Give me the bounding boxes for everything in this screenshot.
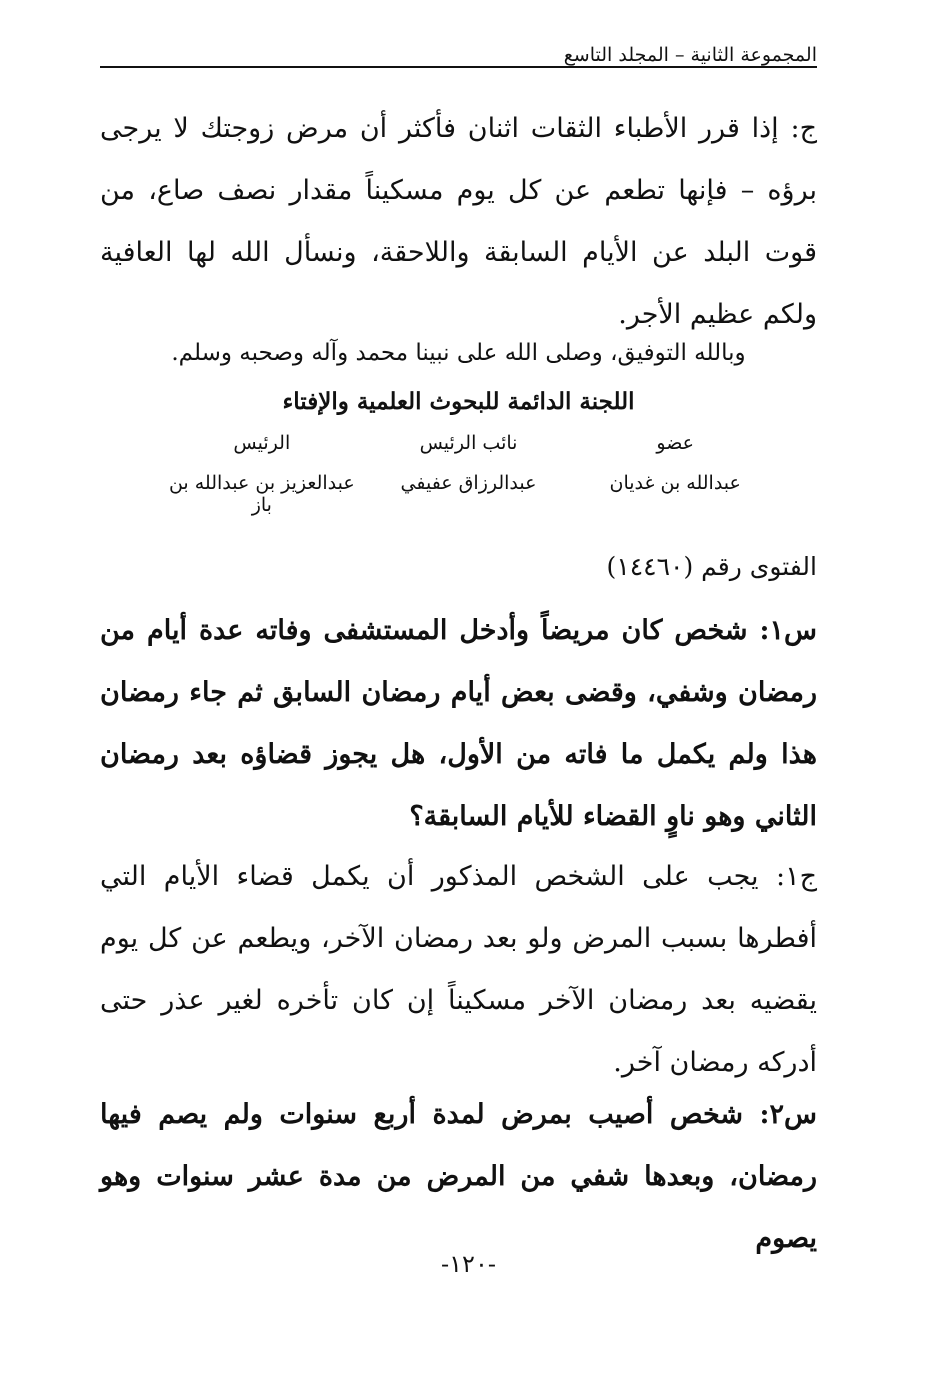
header-title: المجموعة الثانية – المجلد التاسع	[558, 44, 817, 66]
previous-answer	[100, 98, 817, 346]
closing-line: وبالله التوفيق، وصلى الله على نبينا محمد وآله وصحبه وسلم.	[171, 340, 746, 366]
running-header	[100, 44, 817, 80]
signatory-names	[160, 472, 777, 516]
signatory-name-vice-president: عبدالرزاق عفيفي	[400, 472, 537, 494]
signatory-roles	[160, 432, 777, 454]
signatory-role-vice-president: نائب الرئيس	[419, 432, 518, 454]
fatwa-number: الفتوى رقم (١٤٤٦٠)	[606, 552, 817, 581]
question-2-text: س٢: شخص أصيب بمرض لمدة أربع سنوات ولم يصم فيها رمضان، وبعدها شفي من المرض من مدة عشر سنوات وهو يصوم	[100, 1099, 817, 1254]
committee-title: اللجنة الدائمة للبحوث العلمية والإفتاء	[282, 388, 635, 415]
signatory-name-president: عبدالعزيز بن عبدالله بن باز	[168, 472, 355, 516]
signatory-name-member: عبدالله بن غديان	[609, 472, 741, 494]
question-1	[100, 600, 817, 848]
answer-1-text: ج١: يجب على الشخص المذكور أن يكمل قضاء الأيام التي أفطرها بسبب المرض ولو بعد رمضان الآخر، ويطعم عن كل يوم يقضيه بعد رمضان الآخر مسكيناً إن كان تأخره لغير عذر حتى أدركه رمضان آخر.	[100, 861, 818, 1078]
answer-1	[100, 846, 817, 1094]
signatory-role-president: الرئيس	[233, 432, 291, 454]
question-1-text: س١: شخص كان مريضاً وأدخل المستشفى وفاته عدة أيام من رمضان وشفي، وقضى بعض أيام رمضان السابق ثم جاء رمضان هذا ولم يكمل ما فاته من الأول، هل يجوز قضاؤه بعد رمضان الثاني وهو ناوٍ القضاء للأيام السابقة؟	[100, 615, 818, 832]
header-rule	[100, 66, 817, 68]
previous-answer-text: ج: إذا قرر الأطباء الثقات اثنان فأكثر أن مرض زوجتك لا يرجى برؤه – فإنها تطعم عن كل يوم مسكيناً مقدار نصف صاع، من قوت البلد عن الأيام السابقة واللاحقة، ونسأل الله لها العافية ولكم عظيم الأجر.	[100, 113, 817, 330]
question-2	[100, 1084, 817, 1270]
signatory-role-member: عضو	[656, 432, 695, 454]
page-number: -١٢٠-	[441, 1250, 496, 1278]
